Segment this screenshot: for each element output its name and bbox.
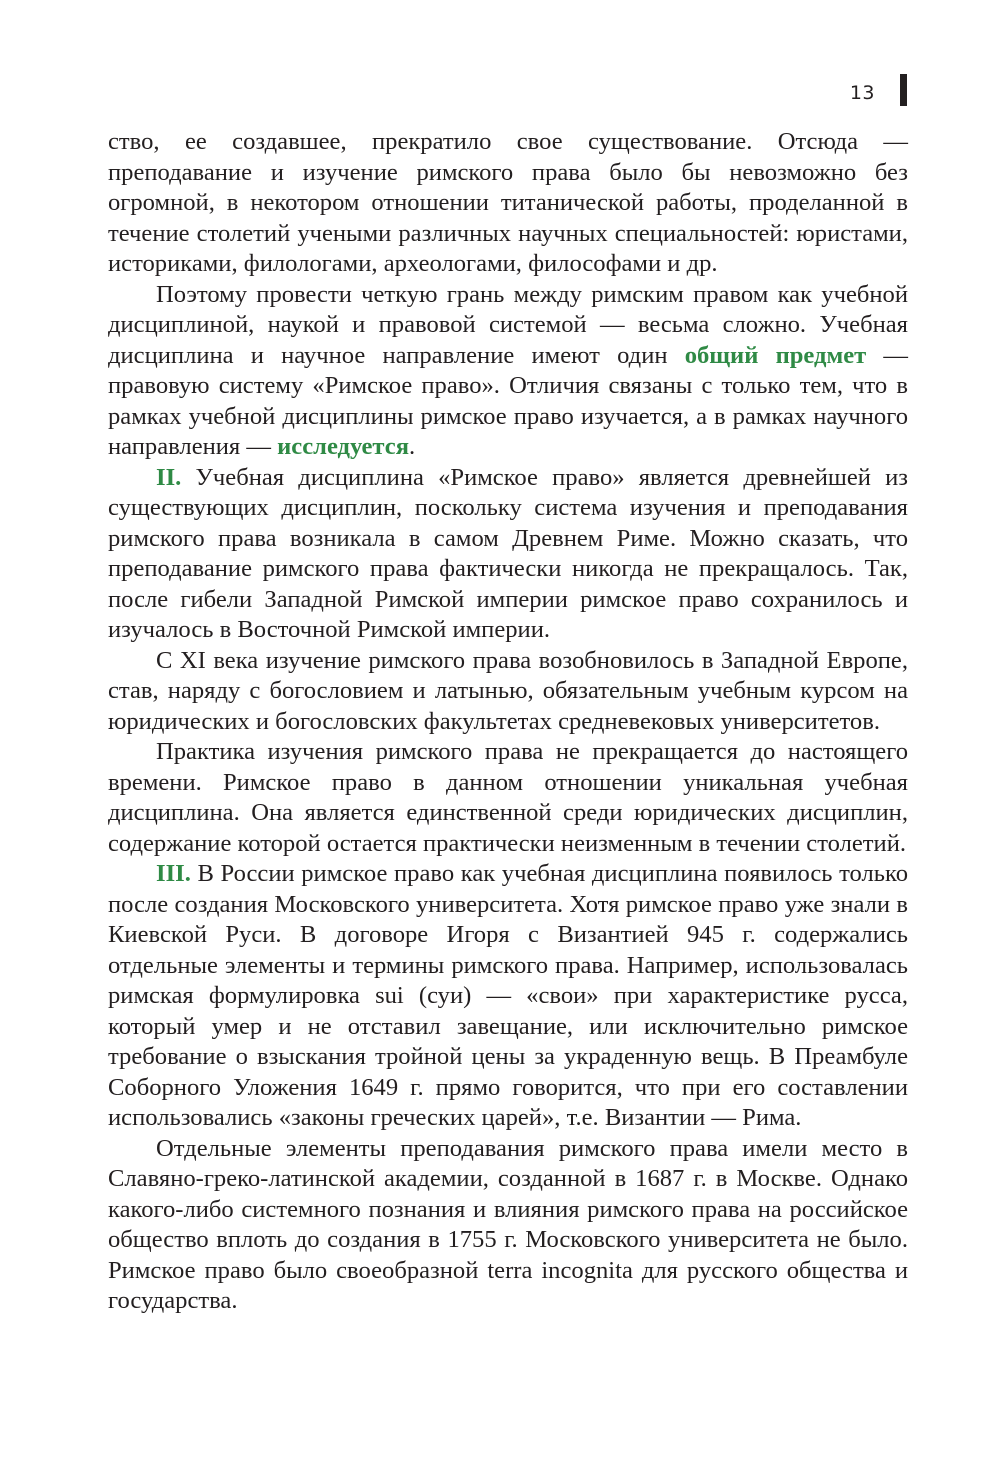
paragraph <box>108 280 908 463</box>
paragraph-text: Отдельные элементы преподавания римского права имели место в Славяно-греко-латинской академии, созданной в 1687 г. в Москве. Однако какого-либо системного познания и влияния римского права на российское общество вплоть до создания в 1755 г. Московского университета не было. Римское право было своеобразной terra incognita для русского общества и государства. <box>108 1134 908 1314</box>
paragraph-text: . <box>409 433 416 460</box>
paragraph-text: ство, ее создавшее, прекратило свое существование. Отсюда — преподавание и изучение римского права было бы невозможно без огромной, в некотором отношении титанической работы, проделанной в течение столетий учеными различных научных специальностей: юристами, историками, филологами, археологами, философами и др. <box>108 128 908 277</box>
paragraph-text: Поэтому провести четкую грань между римским правом как учебной дисциплиной, наукой и правовой системой — весьма сложно. Учебная дисциплина и научное направление имеют один <box>108 280 908 369</box>
paragraph-text: Практика изучения римского права не прекращается до настоящего времени. Римское право в данном отношении уникальная учебная дисциплина. Она является единственной среди юридических дисциплин, содержание которой остается практически неизменным в течении столетий. <box>108 738 908 857</box>
paragraph-text: С XI века изучение римского права возобновилось в Западной Европе, став, наряду с богословием и латынью, обязательным учебным курсом на юридических и богословских факультетах средневековых университетов. <box>108 646 908 735</box>
paragraph <box>108 859 908 1134</box>
page-number: 13 <box>849 82 875 104</box>
page-number-marker <box>900 74 907 106</box>
paragraph-continuation <box>108 127 908 280</box>
paragraph <box>108 463 908 646</box>
paragraph-text: — правовую систему «Римское право». Отличия связаны с только тем, что в рамках учебной дисциплины римское право изучается, а в рамках научного направления — <box>108 341 908 460</box>
highlighted-term: исследуется <box>277 433 410 460</box>
section-marker: III. <box>156 860 191 887</box>
paragraph <box>108 737 908 859</box>
paragraph-text: В России римское право как учебная дисциплина появилось только после создания Московского университета. Хотя римское право уже знали в Киевской Руси. В договоре Игоря с Византией 945 г. содержались отдельные элементы и термины римского права. Например, использовалась римская формулировка sui (суи) — «свои» при характеристике русса, который умер и не отставил завещание, или исключительно римское требование о взыскания тройной цены за украденную вещь. В Преамбуле Соборного Уложения 1649 г. прямо говорится, что при его составлении использовались «законы греческих царей», т.е. Византии — Рима. <box>108 860 908 1131</box>
paragraph <box>108 646 908 738</box>
section-marker: II. <box>156 463 182 491</box>
highlighted-term: общий предмет <box>684 341 867 369</box>
body-text <box>108 127 908 1317</box>
paragraph-text: Учебная дисциплина «Римское право» является древнейшей из существующих дисциплин, поскольку система изучения и преподавания римского права возникала в самом Древнем Риме. Можно сказать, что преподавание римского права фактически никогда не прекращалось. Так, после гибели Западной Римской империи римское право сохранилось и изучалось в Восточной Римской империи. <box>108 463 908 643</box>
paragraph <box>108 1134 908 1317</box>
